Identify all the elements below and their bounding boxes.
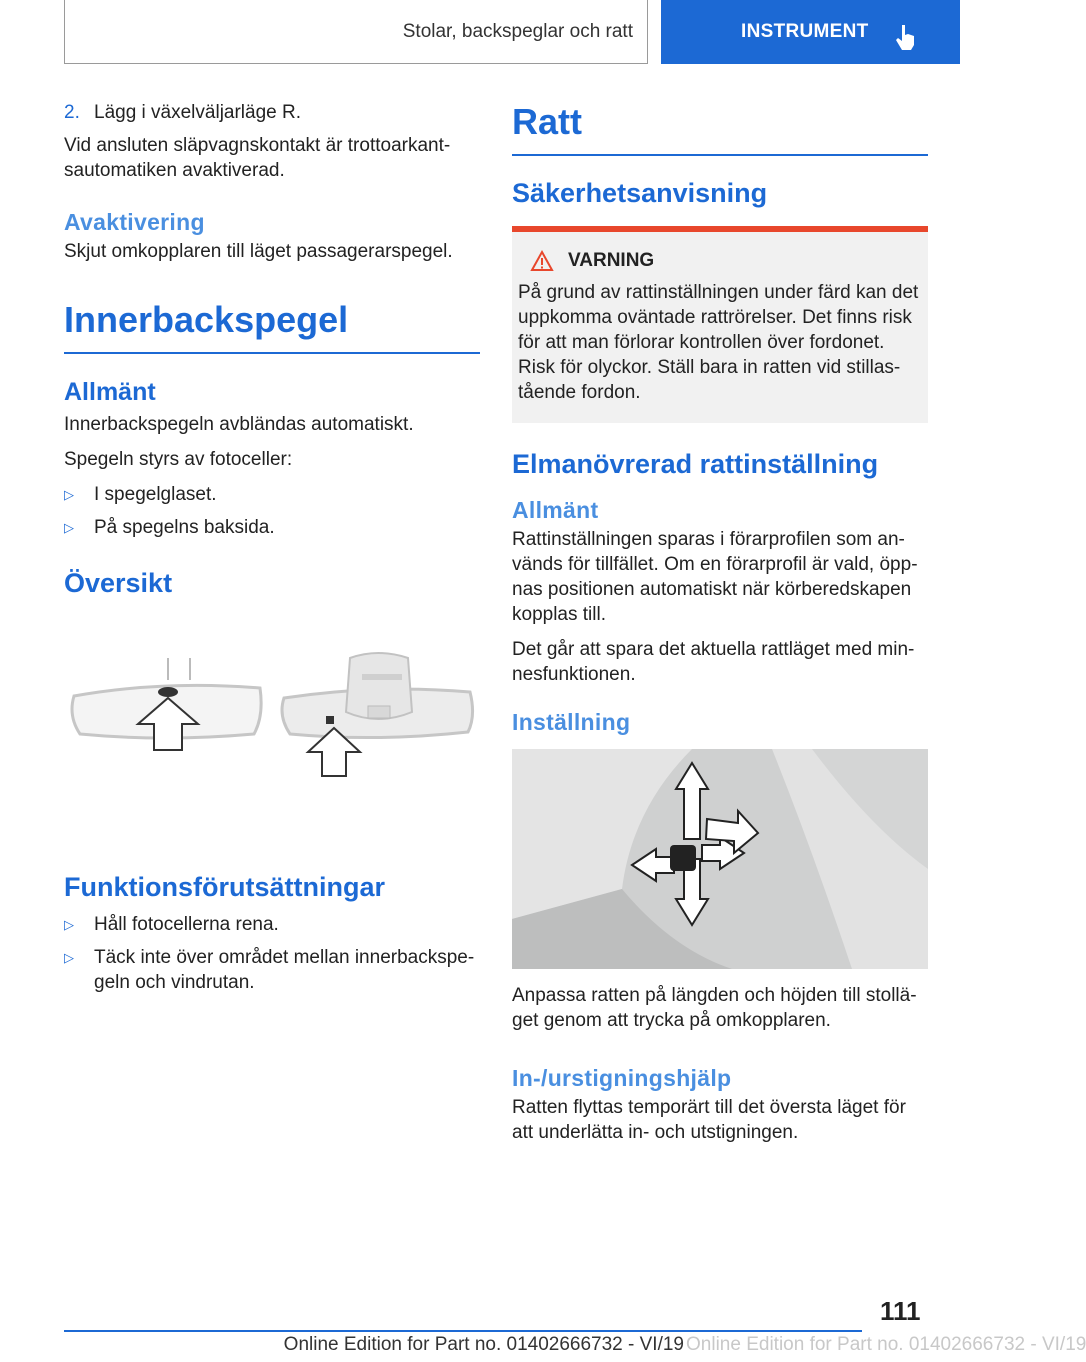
triangle-bullet-icon: ▷ xyxy=(64,917,74,932)
page-number: 111 xyxy=(880,1296,921,1326)
heading-electric-adjust: Elmanövrerad rattinställning xyxy=(512,449,879,479)
mirror-illustration xyxy=(64,616,480,852)
footer-watermark: Online Edition for Part no. 01402666732 - VI/19 xyxy=(686,1334,1086,1355)
step-number: 2. xyxy=(64,102,80,123)
paragraph-entry-aid: Ratten flyttas temporärt till det översta läget för att underlätta in- och utstigningen. xyxy=(512,1097,906,1143)
paragraph-trailer: Vid ansluten släpvagnskontakt är trottoarkantsautomatiken avaktiverad. xyxy=(64,135,451,181)
warning-box xyxy=(512,226,928,423)
left-column xyxy=(64,100,480,1003)
header-chapter-tab xyxy=(661,0,960,64)
pointing-hand-icon xyxy=(895,24,917,56)
paragraph-general-1: Innerbackspegeln avbländas automatiskt. xyxy=(64,414,414,435)
paragraph-deactivate: Skjut omkopplaren till läget passagerarspegel. xyxy=(64,241,453,262)
steering-adjust-photo xyxy=(512,749,928,969)
header-section-title: Stolar, backspeglar och ratt xyxy=(402,20,633,42)
list-item-text: På spegelns baksida. xyxy=(94,517,275,538)
heading-steering-wheel: Ratt xyxy=(512,100,928,156)
paragraph-general-1: Rattinställningen sparas i förarprofilen som används för tillfället. Om en förarprofil är vald, öppnas positionen automatiskt när körberedskapen kopplas till. xyxy=(512,529,918,625)
heading-overview: Översikt xyxy=(64,568,173,598)
paragraph-setting: Anpassa ratten på längden och höjden till stolläget genom att trycka på omkopplaren. xyxy=(512,985,917,1031)
step-item xyxy=(64,100,480,125)
heading-setting: Inställning xyxy=(512,709,631,735)
header-section-tab xyxy=(64,0,648,64)
list-item xyxy=(64,515,480,540)
warning-title: VARNING xyxy=(568,250,655,271)
heading-requirements: Funktionsförutsättningar xyxy=(64,872,385,902)
warning-text: På grund av rattinställningen under färd kan det uppkomma oväntade rattrörelser. Det finns risk för att man förlorar kontrollen över fordonet. Risk för olyckor. Ställ bara in ratten vid stillastående fordon. xyxy=(518,282,919,403)
heading-inner-mirror: Innerbackspegel xyxy=(64,298,480,354)
footer-edition: Online Edition for Part no. 01402666732 - VI/19 xyxy=(283,1334,684,1355)
list-item-text: Håll fotocellerna rena. xyxy=(94,914,279,935)
heading-safety: Säkerhetsanvisning xyxy=(512,178,768,208)
paragraph-general-2: Det går att spara det aktuella rattläget med minnesfunktionen. xyxy=(512,639,915,685)
heading-entry-aid: In-/urstigningshjälp xyxy=(512,1065,732,1091)
step-text: Lägg i växelväljarläge R. xyxy=(94,102,302,123)
triangle-bullet-icon: ▷ xyxy=(64,520,74,535)
list-item xyxy=(64,482,480,507)
list-item xyxy=(64,912,480,937)
list-item-text: I spegelglaset. xyxy=(94,484,217,505)
header-chapter-title: INSTRUMENT xyxy=(741,21,869,42)
warning-triangle-icon xyxy=(530,250,554,272)
paragraph-general-2: Spegeln styrs av fotoceller: xyxy=(64,449,293,470)
list-item xyxy=(64,945,480,995)
heading-general: Allmänt xyxy=(64,378,156,406)
footer-divider xyxy=(64,1330,862,1332)
heading-general: Allmänt xyxy=(512,497,599,523)
heading-deactivate: Avaktivering xyxy=(64,209,205,235)
triangle-bullet-icon: ▷ xyxy=(64,487,74,502)
right-column xyxy=(512,100,928,1155)
triangle-bullet-icon: ▷ xyxy=(64,950,74,965)
list-item-text: Täck inte över området mellan innerbackspegeln och vindrutan. xyxy=(94,947,475,993)
warning-header xyxy=(518,250,920,272)
